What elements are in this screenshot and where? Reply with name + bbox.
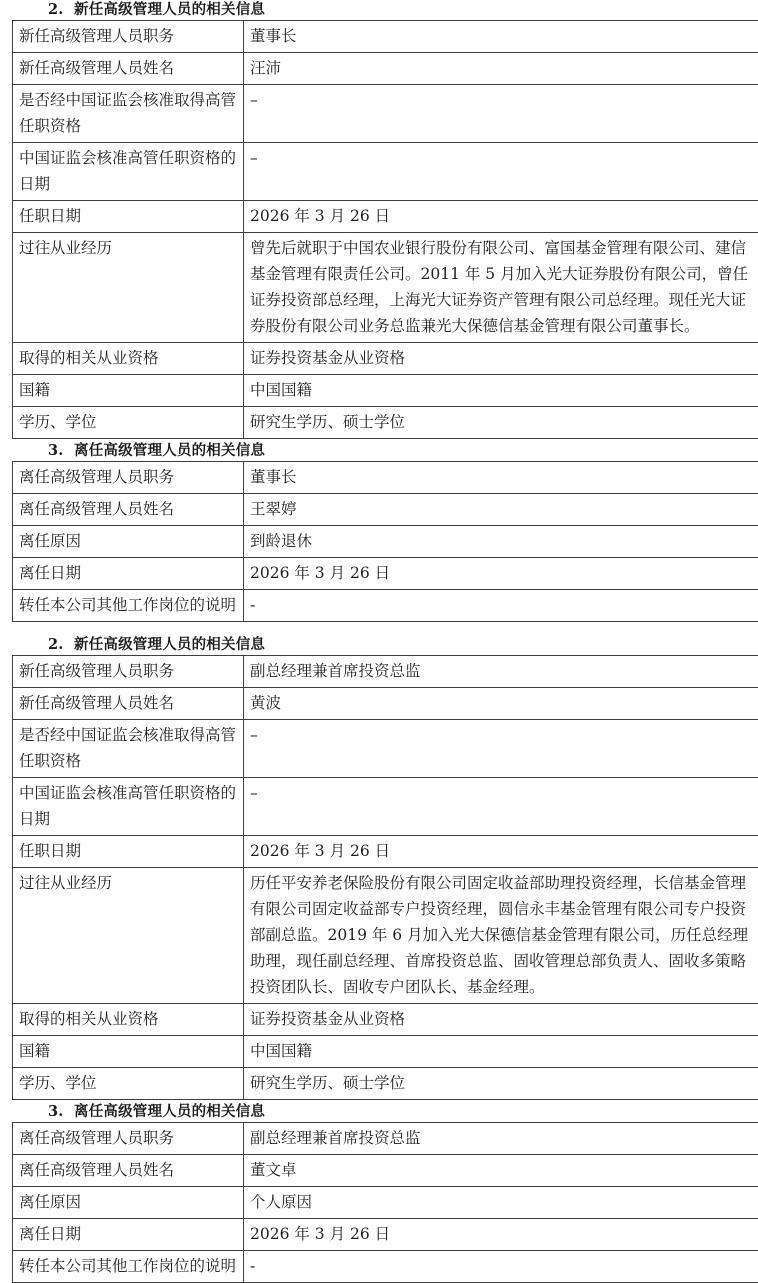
row-label: 离任高级管理人员职务	[13, 1123, 244, 1155]
row-value: 曾先后就职于中国农业银行股份有限公司、富国基金管理有限公司、建信基金管理有限责任公司。2011 年 5 月加入光大证券股份有限公司，曾任证券投资部总经理，上海光大证券资产管理有限公司总经理。现任光大证券股份有限公司业务总监兼光大保德信基金管理有限公司董事长。	[244, 233, 758, 343]
row-label: 国籍	[13, 1036, 244, 1068]
section-number: 2.	[48, 0, 74, 20]
row-value: 2026 年 3 月 26 日	[244, 201, 758, 233]
section-number: 3.	[48, 441, 74, 461]
section-departure-2	[0, 1102, 758, 1283]
row-value: –	[244, 85, 758, 143]
table-row	[13, 85, 758, 143]
row-value: -	[244, 1251, 758, 1283]
row-value: –	[244, 720, 758, 778]
table-row	[13, 462, 758, 494]
departure-info-table	[12, 461, 758, 622]
row-label: 离任日期	[13, 558, 244, 590]
row-label: 中国证监会核准高管任职资格的日期	[13, 778, 244, 836]
table-row	[13, 526, 758, 558]
row-label: 转任本公司其他工作岗位的说明	[13, 1251, 244, 1283]
row-label: 离任高级管理人员姓名	[13, 494, 244, 526]
table-row	[13, 720, 758, 778]
row-value: 汪沛	[244, 53, 758, 85]
row-label: 离任日期	[13, 1219, 244, 1251]
section-title: 离任高级管理人员的相关信息	[74, 443, 265, 459]
row-value: 证券投资基金从业资格	[244, 1004, 758, 1036]
row-value: 到龄退休	[244, 526, 758, 558]
row-label: 中国证监会核准高管任职资格的日期	[13, 143, 244, 201]
row-value: 王翠婷	[244, 494, 758, 526]
table-row	[13, 836, 758, 868]
row-label: 过往从业经历	[13, 868, 244, 1004]
row-label: 取得的相关从业资格	[13, 343, 244, 375]
table-row	[13, 1068, 758, 1100]
section-departure-1	[0, 441, 758, 622]
row-label: 取得的相关从业资格	[13, 1004, 244, 1036]
row-label: 新任高级管理人员职务	[13, 656, 244, 688]
row-label: 是否经中国证监会核准取得高管任职资格	[13, 720, 244, 778]
section-title: 新任高级管理人员的相关信息	[74, 637, 265, 653]
row-value: 历任平安养老保险股份有限公司固定收益部助理投资经理，长信基金管理有限公司固定收益部专户投资经理，圆信永丰基金管理有限公司专户投资部副总监。2019 年 6 月加入光大保德信基金管理有限公司，历任总经理助理，现任副总经理、首席投资总监、固收管理总部负责人、固收多策略投资团队长、固收专户团队长、基金经理。	[244, 868, 758, 1004]
row-value: 个人原因	[244, 1187, 758, 1219]
row-label: 任职日期	[13, 836, 244, 868]
section-title: 离任高级管理人员的相关信息	[74, 1104, 265, 1120]
row-label: 转任本公司其他工作岗位的说明	[13, 590, 244, 622]
section-heading	[12, 635, 746, 655]
row-value: 中国国籍	[244, 375, 758, 407]
row-label: 新任高级管理人员姓名	[13, 688, 244, 720]
table-row	[13, 494, 758, 526]
row-label: 学历、学位	[13, 407, 244, 439]
section-appointment-2	[0, 635, 758, 1100]
row-label: 是否经中国证监会核准取得高管任职资格	[13, 85, 244, 143]
table-row	[13, 1004, 758, 1036]
row-value: 副总经理兼首席投资总监	[244, 656, 758, 688]
row-value: –	[244, 778, 758, 836]
section-heading	[12, 441, 746, 461]
table-row	[13, 1155, 758, 1187]
table-row	[13, 375, 758, 407]
row-label: 离任高级管理人员姓名	[13, 1155, 244, 1187]
table-row	[13, 778, 758, 836]
table-row	[13, 656, 758, 688]
table-row	[13, 558, 758, 590]
table-row	[13, 1251, 758, 1283]
row-value: 董事长	[244, 462, 758, 494]
section-heading	[12, 1102, 746, 1122]
table-row	[13, 1123, 758, 1155]
appointment-info-table	[12, 655, 758, 1100]
row-label: 离任原因	[13, 1187, 244, 1219]
table-row	[13, 407, 758, 439]
table-row	[13, 868, 758, 1004]
row-value: -	[244, 590, 758, 622]
section-heading	[12, 0, 746, 20]
table-row	[13, 21, 758, 53]
section-appointment-1	[0, 0, 758, 439]
section-number: 3.	[48, 1102, 74, 1122]
row-label: 新任高级管理人员姓名	[13, 53, 244, 85]
table-row	[13, 1219, 758, 1251]
row-value: 研究生学历、硕士学位	[244, 1068, 758, 1100]
section-spacer	[0, 622, 758, 635]
table-row	[13, 143, 758, 201]
row-value: 2026 年 3 月 26 日	[244, 836, 758, 868]
row-label: 过往从业经历	[13, 233, 244, 343]
table-row	[13, 688, 758, 720]
row-value: 研究生学历、硕士学位	[244, 407, 758, 439]
row-label: 任职日期	[13, 201, 244, 233]
row-value: 中国国籍	[244, 1036, 758, 1068]
row-label: 离任高级管理人员职务	[13, 462, 244, 494]
row-value: 黄波	[244, 688, 758, 720]
row-label: 学历、学位	[13, 1068, 244, 1100]
table-row	[13, 1036, 758, 1068]
table-row	[13, 343, 758, 375]
table-row	[13, 1187, 758, 1219]
appointment-info-table	[12, 20, 758, 439]
departure-info-table	[12, 1122, 758, 1283]
row-value: 副总经理兼首席投资总监	[244, 1123, 758, 1155]
row-value: 董文卓	[244, 1155, 758, 1187]
table-row	[13, 233, 758, 343]
section-title: 新任高级管理人员的相关信息	[74, 2, 265, 18]
table-row	[13, 53, 758, 85]
table-row	[13, 590, 758, 622]
table-row	[13, 201, 758, 233]
row-value: 董事长	[244, 21, 758, 53]
row-label: 新任高级管理人员职务	[13, 21, 244, 53]
row-value: 2026 年 3 月 26 日	[244, 558, 758, 590]
section-number: 2.	[48, 635, 74, 655]
row-value: –	[244, 143, 758, 201]
row-label: 离任原因	[13, 526, 244, 558]
row-value: 2026 年 3 月 26 日	[244, 1219, 758, 1251]
row-value: 证券投资基金从业资格	[244, 343, 758, 375]
row-label: 国籍	[13, 375, 244, 407]
